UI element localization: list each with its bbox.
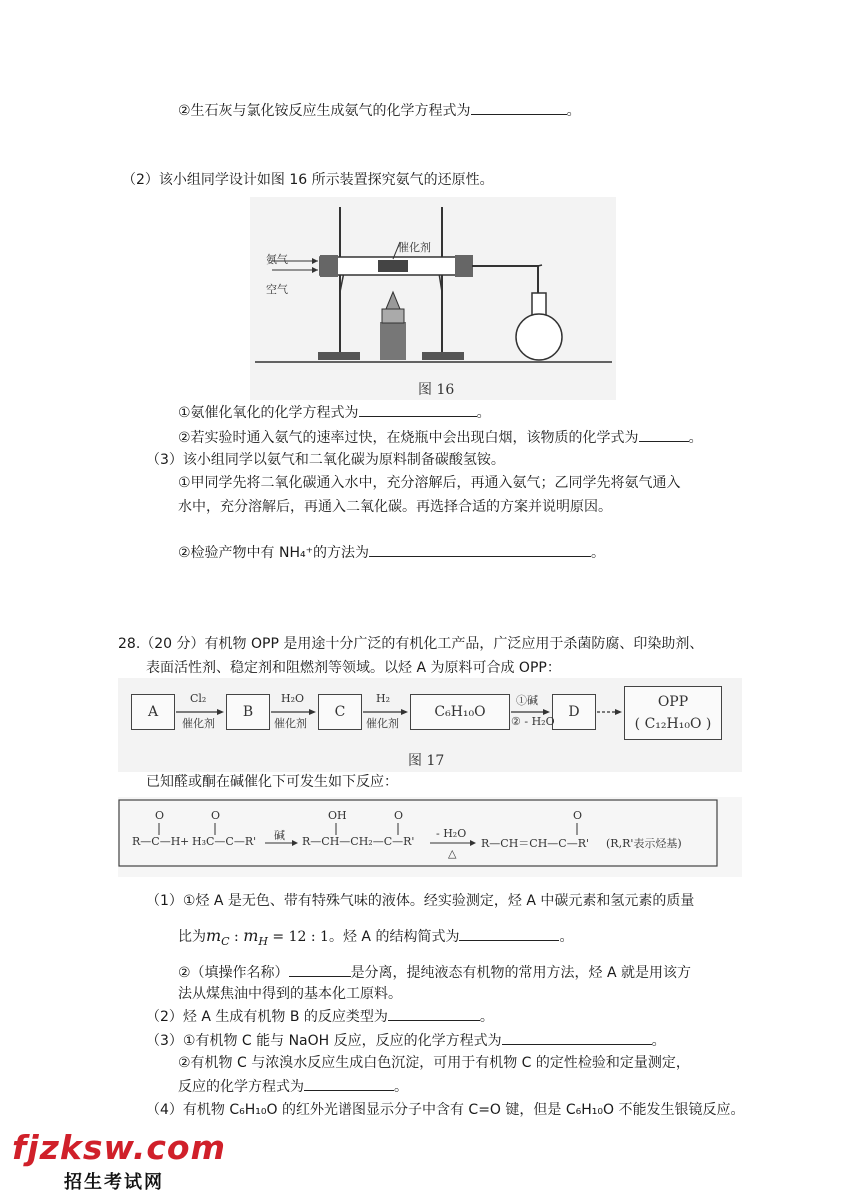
arrow1-reagent: Cl₂: [190, 692, 207, 705]
intermediate-carbonyl-o: O: [394, 809, 404, 822]
arrow3-reagent: H₂: [376, 692, 391, 705]
q28-p3-line2: ②有机物 C 与浓溴水反应生成白色沉淀，可用于有机物 C 的定性检验和定量测定，: [178, 1055, 690, 1071]
q27-part3-q1-line1: ①甲同学先将二氧化碳通入水中，充分溶解后，再通入氨气；乙同学先将氨气通入: [178, 475, 681, 491]
answer-blank[interactable]: [459, 926, 559, 941]
q27-part3-q2-line: ②检验产物中有 NH₄⁺的方法为 。: [178, 542, 605, 563]
q27-part3-q1-line2: 水中，充分溶解后，再通入二氧化碳。再选择合适的方案并说明原因。: [178, 499, 612, 515]
q28-intro-line2: 表面活性剂、稳定剂和阻燃剂等领域。以烃 A 为原料可合成 OPP：: [146, 660, 561, 676]
answer-blank[interactable]: [639, 427, 689, 442]
q27-white-smoke-line: ②若实验时通入氨气的速率过快，在烧瓶中会出现白烟，该物质的化学式为 。: [178, 427, 703, 448]
q27-quicklime-line: ②生石灰与氯化铵反应生成氨气的化学方程式为 。: [178, 100, 581, 121]
figure-17-caption: 图 17: [408, 753, 445, 769]
figure-17-synthesis-route: [118, 678, 742, 772]
product: R—CH＝CH—C—R': [481, 837, 590, 850]
q28-p1-line2: 比为$m_C$ : $m_H = 12$ : 1。烃 A 的结构简式为 。: [178, 926, 574, 948]
label-ammonia: 氨气: [266, 253, 288, 266]
q28-p2-line: （2）烃 A 生成有机物 B 的反应类型为 。: [146, 1006, 494, 1027]
q27-part2-intro: （2）该小组同学设计如图 16 所示装置探究氨气的还原性。: [122, 172, 494, 188]
answer-blank[interactable]: [304, 1076, 394, 1091]
q28-p1-q2-line1: ②（填操作名称） 是分离，提纯液态有机物的常用方法，烃 A 就是用该方: [178, 962, 691, 983]
opp-name: OPP: [657, 694, 689, 710]
box-b: B: [226, 694, 270, 730]
arrow1-condition: 催化剂: [182, 717, 215, 730]
intermediate: R—CH—CH₂—C—R': [302, 835, 415, 848]
condition-dehydration: - H₂O: [436, 827, 467, 840]
reactant1: R—C—H: [132, 835, 181, 848]
box-d: D: [552, 694, 596, 730]
intermediate-hydroxyl: OH: [328, 809, 347, 822]
figure-16-caption: 图 16: [418, 382, 455, 398]
label-air: 空气: [266, 283, 288, 296]
reactant1-carbonyl-o: O: [155, 809, 165, 822]
product-carbonyl-o: O: [573, 809, 583, 822]
arrow4-condition: ② - H₂O: [511, 715, 555, 728]
r-group-note: (R,R'表示烃基): [606, 837, 682, 850]
arrow3-condition: 催化剂: [366, 717, 399, 730]
condition-heat: △: [448, 847, 457, 860]
figure-16-apparatus: [250, 197, 616, 400]
q28-known-reaction-line: 已知醛或酮在碱催化下可发生如下反应：: [146, 774, 398, 790]
q28-p1-line1: （1）①烃 A 是无色、带有特殊气味的液体。经实验测定，烃 A 中碳元素和氢元素的质量: [146, 893, 695, 909]
box-a: A: [131, 694, 175, 730]
arrow2-reagent: H₂O: [281, 692, 305, 705]
plus-sign: +: [180, 835, 190, 848]
site-logo: fjzksw.com: [12, 1128, 226, 1167]
q27-part3-intro: （3）该小组同学以氨气和二氧化碳为原料制备碳酸氢铵。: [146, 452, 505, 468]
answer-blank[interactable]: [289, 962, 351, 977]
box-c6h10o: C₆H₁₀O: [410, 694, 510, 730]
opp-formula: ( C₁₂H₁₀O ): [634, 716, 712, 732]
condition-base: 碱: [274, 829, 285, 842]
answer-blank[interactable]: [359, 402, 477, 417]
q28-p1-q2-line2: 法从煤焦油中得到的基本化工原料。: [178, 986, 402, 1002]
aldol-reaction-box: [118, 797, 742, 877]
q28-intro-line1: 28.（20 分）有机物 OPP 是用途十分广泛的有机化工产品，广泛应用于杀菌防腐、印染助剂、: [118, 636, 704, 652]
answer-blank[interactable]: [369, 542, 591, 557]
arrow2-condition: 催化剂: [274, 717, 307, 730]
reactant2: H₃C—C—R': [192, 835, 257, 848]
q28-p3-line1: （3）①有机物 C 能与 NaOH 反应，反应的化学方程式为 。: [146, 1030, 666, 1051]
answer-blank[interactable]: [471, 100, 567, 115]
apparatus-drawing: [250, 197, 616, 400]
box-c: C: [318, 694, 362, 730]
q27-catalytic-oxidation-line: ①氨催化氧化的化学方程式为 。: [178, 402, 491, 423]
q28-p3-line3: 反应的化学方程式为 。: [178, 1076, 408, 1097]
answer-blank[interactable]: [388, 1006, 480, 1021]
site-logo-chinese: 招生考试网: [64, 1172, 164, 1193]
q28-p4-line: （4）有机物 C₆H₁₀O 的红外光谱图显示分子中含有 C=O 键，但是 C₆H₁₀O 不能发生银镜反应。: [146, 1102, 745, 1118]
label-catalyst: 催化剂: [398, 241, 431, 254]
answer-blank[interactable]: [502, 1030, 652, 1045]
reactant2-carbonyl-o: O: [211, 809, 221, 822]
arrow4-reagent: ①碱: [516, 694, 538, 707]
